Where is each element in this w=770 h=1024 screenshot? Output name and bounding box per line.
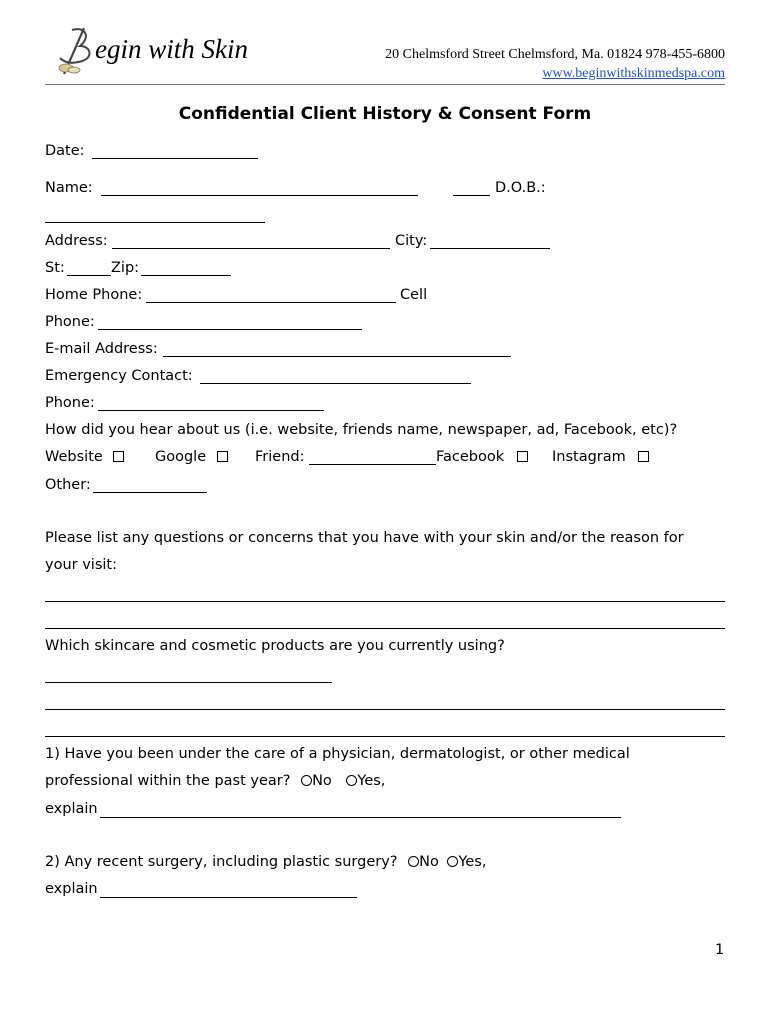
- referral-friend-label: Friend:: [255, 449, 305, 465]
- referral-friend-field[interactable]: [309, 464, 436, 465]
- q2-explain-label: explain: [45, 881, 98, 897]
- q1-explain-field[interactable]: [100, 817, 621, 818]
- home-phone-label: Home Phone:: [45, 287, 143, 303]
- referral-other-field[interactable]: [93, 492, 207, 493]
- page-number: 1: [715, 942, 725, 958]
- dob-label: D.O.B.:: [495, 180, 546, 196]
- cell-phone-field[interactable]: [98, 329, 362, 330]
- name-extra-field[interactable]: [453, 195, 490, 196]
- referral-question: How did you hear about us (i.e. website, friends name, newspaper, ad, Facebook, etc)?: [45, 422, 678, 438]
- emergency-phone-label: Phone:: [45, 395, 95, 411]
- emergency-phone-field[interactable]: [98, 410, 324, 411]
- q1-line1: 1) Have you been under the care of a physician, dermatologist, or other medical: [45, 746, 630, 762]
- referral-facebook-label: Facebook: [436, 449, 505, 465]
- referral-instagram-option: [552, 449, 649, 465]
- q1-line2: professional within the past year?: [45, 773, 291, 789]
- name-label: Name:: [45, 180, 93, 196]
- header-divider: [45, 84, 725, 85]
- page-title: Confidential Client History & Consent Form: [178, 104, 592, 124]
- date-label: Date:: [45, 143, 85, 159]
- address-field[interactable]: [112, 248, 390, 249]
- referral-google-label: Google: [155, 449, 207, 465]
- logo-text: egin with Skin: [95, 34, 248, 64]
- q2-yes-radio[interactable]: [447, 856, 458, 867]
- concerns-question-line2: your visit:: [45, 557, 117, 573]
- logo: [50, 22, 250, 82]
- q2-no-label: No: [419, 854, 439, 870]
- q2-row: [45, 854, 486, 870]
- state-field[interactable]: [67, 275, 111, 276]
- q2-yes-label: Yes,: [458, 854, 487, 870]
- referral-facebook-option: [436, 449, 528, 465]
- city-label: City:: [395, 233, 428, 249]
- state-label: St:: [45, 260, 65, 276]
- email-field[interactable]: [163, 356, 511, 357]
- q1-no-label: No: [312, 773, 332, 789]
- header-address: 20 Chelmsford Street Chelmsford, Ma. 01824 978-455-6800: [385, 47, 725, 62]
- cell-label: Cell: [400, 287, 428, 303]
- q2-line1: 2) Any recent surgery, including plastic surgery?: [45, 854, 398, 870]
- products-answer-line-2[interactable]: [45, 709, 725, 710]
- referral-instagram-label: Instagram: [552, 449, 626, 465]
- q1-yes-radio[interactable]: [346, 775, 357, 786]
- concerns-question-line1: Please list any questions or concerns that you have with your skin and/or the reason for: [45, 530, 684, 546]
- q1-explain-label: explain: [45, 801, 98, 817]
- q2-explain-field[interactable]: [100, 897, 357, 898]
- cell-phone-label: Phone:: [45, 314, 95, 330]
- q2-no-radio[interactable]: [408, 856, 419, 867]
- dob-field[interactable]: [45, 222, 265, 223]
- name-field[interactable]: [101, 195, 418, 196]
- zip-label: Zip:: [111, 260, 140, 276]
- website-checkbox[interactable]: [113, 451, 124, 462]
- concerns-answer-line-1[interactable]: [45, 601, 725, 602]
- date-field[interactable]: [92, 158, 258, 159]
- q1-yes-label: Yes,: [357, 773, 386, 789]
- products-answer-line-3[interactable]: [45, 736, 725, 737]
- q1-line2-row: [45, 773, 385, 789]
- referral-website-label: Website: [45, 449, 103, 465]
- city-field[interactable]: [430, 248, 550, 249]
- products-question: Which skincare and cosmetic products are you currently using?: [45, 638, 505, 654]
- referral-other-label: Other:: [45, 477, 91, 493]
- email-label: E-mail Address:: [45, 341, 158, 357]
- home-phone-field[interactable]: [146, 302, 396, 303]
- facebook-checkbox[interactable]: [517, 451, 528, 462]
- referral-website-option: [45, 449, 124, 465]
- q1-no-radio[interactable]: [301, 775, 312, 786]
- address-label: Address:: [45, 233, 108, 249]
- emergency-contact-label: Emergency Contact:: [45, 368, 193, 384]
- products-answer-line-1[interactable]: [45, 682, 332, 683]
- zip-field[interactable]: [141, 275, 231, 276]
- instagram-checkbox[interactable]: [638, 451, 649, 462]
- google-checkbox[interactable]: [217, 451, 228, 462]
- referral-google-option: [155, 449, 228, 465]
- header-website-link[interactable]: www.beginwithskinmedspa.com: [542, 66, 725, 81]
- emergency-contact-field[interactable]: [200, 383, 471, 384]
- concerns-answer-line-2[interactable]: [45, 628, 725, 629]
